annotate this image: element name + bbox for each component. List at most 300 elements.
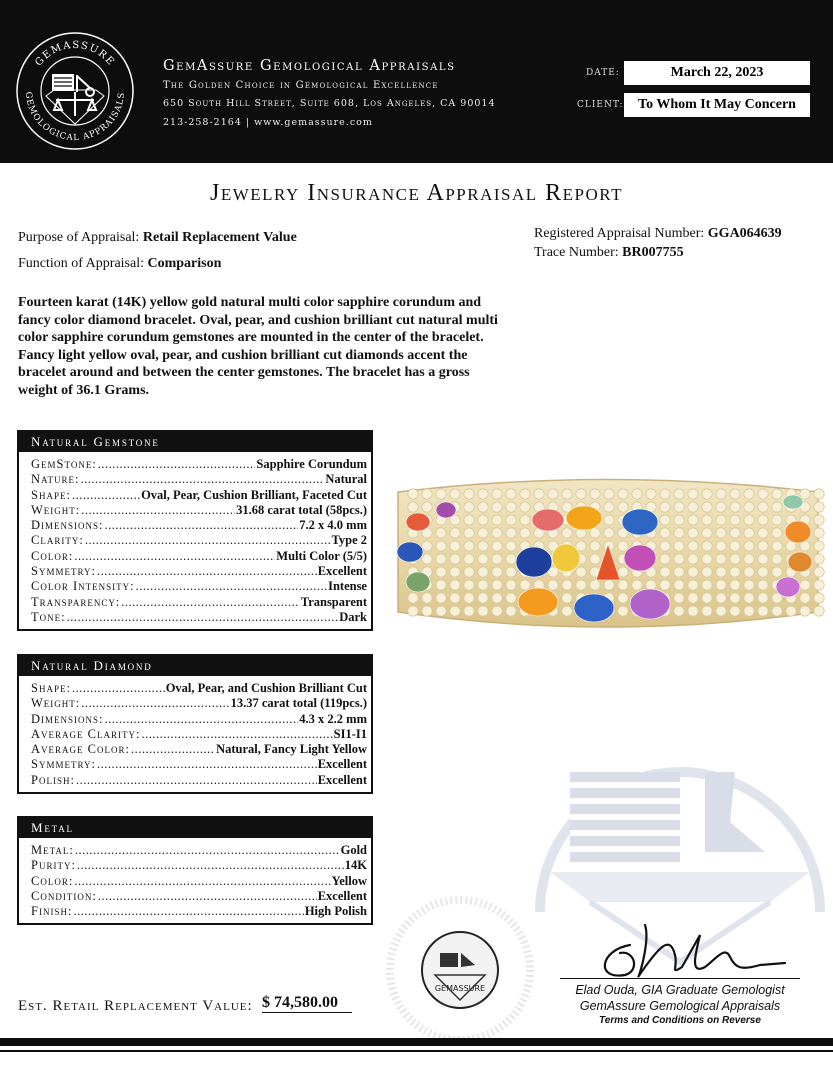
trace-label: Trace Number: — [534, 245, 619, 260]
diamond-stone — [632, 489, 642, 499]
metal-row-label: Condition: — [31, 888, 97, 903]
leader-dots — [74, 874, 330, 889]
gemstone-row-value: Dark — [339, 609, 367, 624]
diamond-stone — [478, 567, 488, 577]
diamond-stone — [618, 580, 628, 590]
diamond-stone — [492, 554, 502, 564]
diamond-stone — [506, 580, 516, 590]
leader-dots — [81, 503, 235, 518]
diamond-stone — [436, 580, 446, 590]
diamond-stone — [492, 580, 502, 590]
diamond-stone — [744, 606, 754, 616]
diamond-stone — [660, 528, 670, 538]
metal-row-label: Color: — [31, 873, 74, 888]
leader-dots — [74, 549, 275, 564]
diamond-stone — [590, 554, 600, 564]
gemstone-row-label: Tone: — [31, 609, 66, 624]
diamond-row-label: Average Color: — [31, 742, 130, 757]
diamond-stone — [660, 554, 670, 564]
diamond-stone — [758, 541, 768, 551]
gemstone-rows — [19, 452, 371, 629]
diamond-stone — [506, 554, 516, 564]
diamond-stone — [464, 606, 474, 616]
diamond-stone — [450, 554, 460, 564]
diamond-stone — [478, 593, 488, 603]
diamond-stone — [506, 593, 516, 603]
diamond-stone — [758, 515, 768, 525]
gemstone-row-value: Sapphire Corundum — [256, 457, 367, 471]
diamond-stone — [408, 593, 418, 603]
function-value: Comparison — [147, 256, 222, 271]
diamond-stone — [674, 541, 684, 551]
diamond-stone — [800, 580, 810, 590]
diamond-stone — [422, 554, 432, 564]
diamond-stone — [674, 606, 684, 616]
function-label: Function of Appraisal: — [18, 256, 144, 271]
leader-dots — [97, 564, 317, 579]
diamond-stone — [744, 528, 754, 538]
diamond-stone — [758, 580, 768, 590]
registration-line — [534, 226, 782, 242]
diamond-stone — [702, 528, 712, 538]
diamond-stone — [618, 489, 628, 499]
gemstone-panel — [17, 430, 373, 631]
diamond-stone — [408, 606, 418, 616]
diamond-stone — [478, 541, 488, 551]
gemstone-row-label: Nature: — [31, 472, 80, 487]
gemstone-row-value: Excellent — [317, 564, 367, 579]
diamond-stone — [730, 567, 740, 577]
leader-dots — [76, 773, 317, 788]
diamond-stone — [744, 502, 754, 512]
gemstone-row — [31, 549, 367, 564]
leader-dots — [105, 712, 299, 727]
diamond-stone — [590, 489, 600, 499]
metal-row — [31, 904, 367, 919]
diamond-stone — [618, 593, 628, 603]
company-address: 650 South Hill Street, Suite 608, Los Angeles, CA 90014 — [163, 98, 496, 109]
diamond-stone — [632, 580, 642, 590]
diamond-stone — [758, 567, 768, 577]
leader-dots — [131, 742, 215, 757]
diamond-stone — [492, 593, 502, 603]
gemstone-row-label: Dimensions: — [31, 518, 104, 533]
leader-dots — [141, 727, 332, 742]
diamond-stone — [492, 502, 502, 512]
diamond-row-value: 4.3 x 2.2 mm — [299, 711, 367, 726]
diamond-stone — [730, 593, 740, 603]
diamond-stone — [702, 567, 712, 577]
diamond-stone — [660, 541, 670, 551]
diamond-stone — [702, 541, 712, 551]
gemstone-row-value: Multi Color (5/5) — [276, 548, 367, 563]
diamond-stone — [730, 489, 740, 499]
diamond-stone — [478, 580, 488, 590]
diamond-stone — [422, 593, 432, 603]
diamond-stone — [688, 489, 698, 499]
gemstone-row-value: Natural — [325, 472, 367, 487]
leader-dots — [98, 889, 317, 904]
leader-dots — [98, 457, 256, 472]
diamond-stone — [436, 528, 446, 538]
gemstone-row-value: 31.68 carat total (58pcs.) — [236, 502, 367, 517]
gemstone-row-label: Symmetry: — [31, 564, 96, 579]
diamond-stone — [660, 502, 670, 512]
diamond-stone — [464, 593, 474, 603]
diamond-stone — [730, 580, 740, 590]
diamond-stone — [674, 528, 684, 538]
registration-label: Registered Appraisal Number: — [534, 226, 705, 241]
gemstone-row-value: Transparent — [300, 594, 367, 609]
diamond-stone — [744, 567, 754, 577]
diamond-stone — [758, 593, 768, 603]
gemstone-row — [31, 472, 367, 487]
leader-dots — [97, 757, 317, 772]
diamond-stone — [534, 489, 544, 499]
leader-dots — [105, 518, 299, 533]
leader-dots — [81, 472, 325, 487]
metal-heading: Metal — [19, 818, 371, 838]
diamond-stone — [436, 606, 446, 616]
gemstone-row-label: Color: — [31, 548, 74, 563]
diamond-stone — [758, 554, 768, 564]
diamond-row-value: 13.37 carat total (119pcs.) — [230, 696, 367, 711]
diamond-stone — [688, 580, 698, 590]
header-bar — [0, 0, 833, 163]
diamond-stone — [674, 554, 684, 564]
diamond-stone — [646, 489, 656, 499]
leader-dots — [85, 533, 331, 548]
purpose-value: Retail Replacement Value — [142, 230, 297, 245]
diamond-stone — [464, 541, 474, 551]
diamond-stone — [464, 580, 474, 590]
diamond-row-label: Average Clarity: — [31, 726, 141, 741]
diamond-row — [31, 712, 367, 727]
diamond-stone — [674, 580, 684, 590]
diamond-stone — [688, 593, 698, 603]
diamond-stone — [506, 541, 516, 551]
diamond-stone — [464, 528, 474, 538]
diamond-stone — [800, 593, 810, 603]
diamond-stone — [492, 541, 502, 551]
diamond-stone — [744, 593, 754, 603]
diamond-stone — [660, 515, 670, 525]
diamond-row-value: Natural, Fancy Light Yellow — [216, 742, 367, 757]
diamond-stone — [716, 593, 726, 603]
gemstone-row-label: GemStone: — [31, 457, 97, 471]
diamond-row — [31, 727, 367, 742]
diamond-stone — [702, 580, 712, 590]
gemstone-row-label: Transparency: — [31, 594, 121, 609]
diamond-stone — [744, 541, 754, 551]
registration-value: GGA064639 — [707, 226, 782, 241]
diamond-stone — [492, 528, 502, 538]
diamond-stone — [772, 489, 782, 499]
diamond-stone — [716, 502, 726, 512]
diamond-stone — [716, 515, 726, 525]
diamond-stone — [492, 606, 502, 616]
diamond-row-value: Oval, Pear, and Cushion Brilliant Cut — [165, 681, 367, 695]
bracelet-photo — [388, 462, 828, 652]
diamond-stone — [730, 541, 740, 551]
client-value: To Whom It May Concern — [624, 93, 810, 117]
diamond-stone — [590, 541, 600, 551]
diamond-stone — [506, 515, 516, 525]
diamond-stone — [604, 515, 614, 525]
gemstone-row — [31, 518, 367, 533]
diamond-stone — [576, 489, 586, 499]
diamond-row-value: SI1-I1 — [333, 726, 367, 741]
diamond-stone — [604, 580, 614, 590]
diamond-stone — [688, 502, 698, 512]
gemstone-heading: Natural Gemstone — [19, 432, 371, 452]
leader-dots — [73, 904, 303, 919]
gemstone-row-label: Weight: — [31, 502, 81, 517]
svg-text:GEMASSURE — [33, 40, 116, 69]
diamond-stone — [730, 528, 740, 538]
diamond-stone — [744, 489, 754, 499]
diamond-stone — [422, 541, 432, 551]
diamond-stone — [772, 554, 782, 564]
diamond-stone — [492, 567, 502, 577]
metal-row — [31, 874, 367, 889]
diamond-stone — [730, 515, 740, 525]
diamond-stone — [618, 606, 628, 616]
diamond-stone — [478, 554, 488, 564]
diamond-stone — [436, 489, 446, 499]
company-tagline: The Golden Choice in Gemological Excellence — [163, 80, 439, 91]
gemologist-name: Elad Ouda, GIA Graduate Gemologist — [575, 983, 785, 997]
diamond-stone — [688, 606, 698, 616]
diamond-row-value: Excellent — [317, 772, 367, 787]
diamond-stone — [408, 502, 418, 512]
leader-dots — [67, 610, 339, 625]
leader-dots — [136, 579, 328, 594]
diamond-row — [31, 773, 367, 788]
diamond-stone — [674, 502, 684, 512]
diamond-stone — [618, 502, 628, 512]
purpose-line — [18, 230, 297, 246]
diamond-stone — [660, 580, 670, 590]
diamond-stone — [562, 580, 572, 590]
metal-row-value: Yellow — [331, 873, 367, 888]
diamond-stone — [814, 528, 824, 538]
diamond-stone — [758, 489, 768, 499]
diamond-row — [31, 696, 367, 711]
diamond-stone — [562, 489, 572, 499]
diamond-stone — [716, 541, 726, 551]
diamond-stone — [814, 606, 824, 616]
diamond-stone — [758, 502, 768, 512]
diamond-stone — [772, 606, 782, 616]
diamond-stone — [618, 567, 628, 577]
diamond-row — [31, 757, 367, 772]
diamond-stone — [478, 502, 488, 512]
metal-row-value: Gold — [340, 843, 367, 857]
diamond-stone — [674, 593, 684, 603]
diamond-stone — [716, 580, 726, 590]
diamond-stone — [730, 502, 740, 512]
company-name: GemAssure Gemological Appraisals — [163, 58, 456, 74]
diamond-row-value: Excellent — [317, 757, 367, 772]
leader-dots — [75, 843, 340, 858]
purpose-label: Purpose of Appraisal: — [18, 230, 140, 245]
diamond-stone — [814, 515, 824, 525]
diamond-stone — [814, 580, 824, 590]
diamond-stone — [450, 580, 460, 590]
diamond-stone — [702, 489, 712, 499]
diamond-stone — [422, 606, 432, 616]
diamond-stone — [464, 502, 474, 512]
diamond-stone — [562, 593, 572, 603]
diamond-stone — [772, 541, 782, 551]
diamond-stone — [674, 515, 684, 525]
gemstone-row-value: Intense — [328, 579, 367, 594]
diamond-stone — [786, 606, 796, 616]
diamond-stone — [576, 567, 586, 577]
diamond-stone — [702, 593, 712, 603]
diamond-stone — [646, 580, 656, 590]
diamond-row-label: Symmetry: — [31, 757, 96, 772]
diamond-panel — [17, 654, 373, 794]
diamond-stone — [450, 489, 460, 499]
diamond-stone — [772, 567, 782, 577]
function-line — [18, 256, 221, 272]
diamond-stone — [814, 541, 824, 551]
leader-dots — [121, 595, 299, 610]
est-value-label: Est. Retail Replacement Value: — [18, 998, 253, 1014]
signature-icon — [590, 905, 800, 985]
gemstone-row — [31, 610, 367, 625]
diamond-stone — [422, 489, 432, 499]
diamond-stone — [688, 541, 698, 551]
gemstone-row — [31, 457, 367, 472]
diamond-stone — [702, 554, 712, 564]
diamond-stone — [800, 489, 810, 499]
report-title: Jewelry Insurance Appraisal Report — [210, 180, 623, 206]
diamond-stone — [604, 502, 614, 512]
diamond-stone — [492, 489, 502, 499]
diamond-stone — [562, 606, 572, 616]
gemstone-row-label: Color Intensity: — [31, 579, 135, 594]
diamond-stone — [688, 528, 698, 538]
diamond-stone — [814, 554, 824, 564]
diamond-stone — [618, 541, 628, 551]
gemstone-row — [31, 595, 367, 610]
diamond-stone — [604, 489, 614, 499]
diamond-stone — [576, 580, 586, 590]
diamond-stone — [744, 515, 754, 525]
diamond-stone — [478, 515, 488, 525]
diamond-stone — [758, 528, 768, 538]
diamond-stone — [464, 515, 474, 525]
diamond-stone — [520, 528, 530, 538]
leader-dots — [72, 681, 165, 696]
diamond-stone — [772, 515, 782, 525]
diamond-stone — [506, 606, 516, 616]
diamond-stone — [814, 593, 824, 603]
diamond-stone — [800, 606, 810, 616]
diamond-stone — [450, 606, 460, 616]
diamond-stone — [520, 502, 530, 512]
gemstone-row-label: Shape: — [31, 487, 71, 502]
bottom-rule — [0, 1050, 833, 1052]
diamond-stone — [520, 580, 530, 590]
metal-row-value: Excellent — [317, 888, 367, 903]
gemstone-row-value: Oval, Pear, Cushion Brilliant, Faceted Cut — [141, 487, 367, 502]
diamond-stone — [688, 567, 698, 577]
diamond-stone — [716, 567, 726, 577]
diamond-stone — [674, 567, 684, 577]
diamond-stone — [744, 580, 754, 590]
bottom-bar — [0, 1038, 833, 1046]
gemstone-row — [31, 488, 367, 503]
diamond-stone — [492, 515, 502, 525]
client-label: CLIENT: — [577, 100, 624, 110]
small-seal-text: GEMASSURE — [434, 984, 486, 993]
diamond-stone — [772, 528, 782, 538]
diamond-stone — [716, 528, 726, 538]
diamond-row-label: Polish: — [31, 772, 75, 787]
diamond-stone — [702, 515, 712, 525]
diamond-stone — [548, 489, 558, 499]
diamond-stone — [464, 489, 474, 499]
est-value-amount: $ 74,580.00 — [262, 994, 352, 1013]
diamond-stone — [716, 489, 726, 499]
diamond-stone — [590, 580, 600, 590]
gemstone-row-value: 7.2 x 4.0 mm — [299, 518, 367, 533]
diamond-row-label: Dimensions: — [31, 711, 104, 726]
metal-row-label: Finish: — [31, 904, 73, 919]
diamond-stone — [562, 528, 572, 538]
gemstone-row — [31, 579, 367, 594]
diamond-stone — [730, 606, 740, 616]
metal-row-label: Purity: — [31, 858, 76, 873]
date-label: DATE: — [586, 68, 620, 78]
diamond-stone — [436, 554, 446, 564]
gemstone-row — [31, 503, 367, 518]
date-value: March 22, 2023 — [624, 61, 810, 85]
diamond-stone — [716, 554, 726, 564]
trace-value: BR007755 — [622, 245, 684, 260]
diamond-stone — [450, 567, 460, 577]
diamond-stone — [478, 489, 488, 499]
diamond-stone — [408, 489, 418, 499]
leader-dots — [72, 488, 140, 503]
terms-note: Terms and Conditions on Reverse — [599, 1015, 761, 1026]
metal-row-value: High Polish — [304, 904, 367, 919]
diamond-stone — [660, 489, 670, 499]
small-seal-icon — [385, 895, 535, 1045]
metal-row — [31, 858, 367, 873]
diamond-stone — [702, 606, 712, 616]
gemstone-row-label: Clarity: — [31, 533, 84, 548]
diamond-stone — [436, 541, 446, 551]
diamond-stone — [478, 528, 488, 538]
logo-ring-top: GEMASSURE — [33, 39, 117, 69]
diamond-stone — [450, 528, 460, 538]
gemstone-row — [31, 564, 367, 579]
diamond-stone — [436, 567, 446, 577]
diamond-rows — [19, 676, 371, 792]
diamond-stone — [688, 515, 698, 525]
diamond-stone — [716, 606, 726, 616]
metal-row-value: 14K — [344, 858, 367, 873]
diamond-stone — [590, 528, 600, 538]
diamond-stone — [506, 528, 516, 538]
diamond-stone — [702, 502, 712, 512]
metal-rows — [19, 838, 371, 923]
